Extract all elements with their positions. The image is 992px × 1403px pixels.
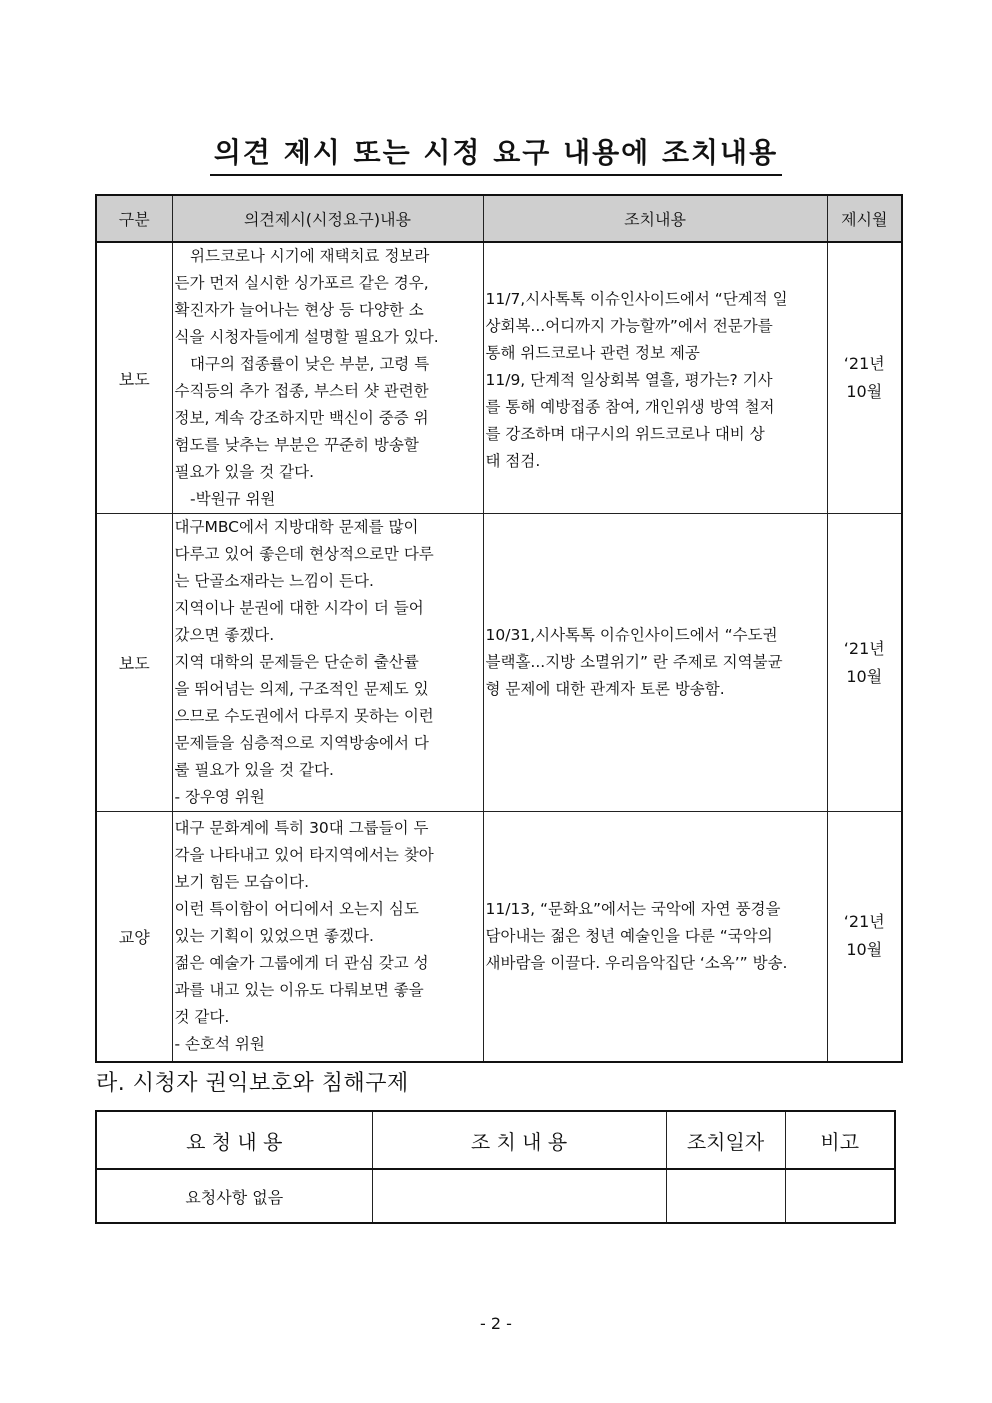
action-line: 형 문제에 대한 관계자 토론 방송함. — [485, 680, 725, 698]
opinion-line: 필요가 있을 것 같다. — [174, 463, 314, 481]
row-date — [827, 242, 902, 514]
opinion-line: 있는 기획이 있었으면 좋겠다. — [174, 926, 374, 945]
note-cell — [785, 1169, 895, 1223]
action-line: 10/31,시사톡톡 이슈인사이드에서 “수도권 — [485, 626, 778, 644]
page-title — [0, 134, 992, 176]
date-year: ‘21년 — [843, 354, 885, 373]
opinion-line: 지역 대학의 문제들은 단순히 출산률 — [174, 653, 419, 671]
opinion-line: 정보, 계속 강조하지만 백신이 중증 위 — [174, 409, 429, 427]
header-date: 제시월 — [827, 195, 902, 242]
date-month: 10월 — [846, 666, 883, 686]
date-year: ‘21년 — [843, 638, 885, 658]
opinion-line: 대구MBC에서 지방대학 문제를 많이 — [174, 518, 419, 536]
table-row — [96, 1169, 895, 1223]
row-opinion — [172, 514, 483, 812]
action-line: 를 통해 예방접종 참여, 개인위생 방역 철저 — [485, 397, 775, 416]
action-line: 담아내는 젊은 청년 예술인을 다룬 “국악의 — [485, 926, 773, 945]
row-date — [827, 812, 902, 1062]
opinion-line: 보기 힘든 모습이다. — [174, 872, 310, 891]
page-title-text: 의견 제시 또는 시정 요구 내용에 조치내용 — [210, 134, 782, 176]
request-cell: 요청사항 없음 — [96, 1169, 372, 1223]
opinion-line: 룰 필요가 있을 것 같다. — [174, 761, 334, 779]
row-opinion — [172, 812, 483, 1062]
action-date-cell — [666, 1169, 785, 1223]
opinion-line: 것 같다. — [174, 1007, 230, 1026]
opinion-line: 수직등의 추가 접종, 부스터 샷 관련한 — [174, 382, 429, 400]
row-category: 보도 — [96, 242, 172, 514]
action-line: 를 강조하며 대구시의 위드코로나 대비 상 — [485, 424, 765, 443]
opinion-line: 문제들을 심층적으로 지역방송에서 다 — [174, 734, 429, 752]
opinion-line: 지역이나 분권에 대한 시각이 더 들어 — [174, 599, 424, 617]
header-note: 비고 — [785, 1111, 895, 1169]
opinion-line: 각을 나타내고 있어 타지역에서는 찾아 — [174, 845, 434, 864]
opinion-line: 확진자가 늘어나는 현상 등 다양한 소 — [174, 301, 424, 319]
opinion-line: 식을 시청자들에게 설명할 필요가 있다. — [174, 328, 439, 346]
row-category: 보도 — [96, 514, 172, 812]
action-cell — [372, 1169, 666, 1223]
action-line: 11/13, “문화요”에서는 국악에 자연 풍경을 — [485, 899, 781, 918]
row-action — [483, 812, 827, 1062]
opinion-line: 는 단골소재라는 느낌이 든다. — [174, 572, 374, 590]
action-line: 블랙홀...지방 소멸위기” 란 주제로 지역불균 — [485, 653, 783, 671]
date-month: 10월 — [846, 940, 883, 960]
table-row — [96, 514, 902, 812]
row-opinion — [172, 242, 483, 514]
date-month: 10월 — [846, 382, 883, 401]
table-row — [96, 812, 902, 1062]
opinion-table — [95, 194, 903, 1063]
header-opinion: 의견제시(시정요구)내용 — [172, 195, 483, 242]
opinion-author: - 손호석 위원 — [174, 1034, 265, 1053]
opinion-line: 대구의 접종률이 낮은 부분, 고령 특 — [174, 355, 430, 373]
header-action-date: 조치일자 — [666, 1111, 785, 1169]
opinion-line: 위드코로나 시기에 재택치료 정보라 — [174, 247, 430, 265]
table-row — [96, 242, 902, 514]
opinion-line: 과를 내고 있는 이유도 다뤄보면 좋을 — [174, 980, 424, 999]
opinion-line: 을 뛰어넘는 의제, 구조적인 문제도 있 — [174, 680, 429, 698]
action-line: 새바람을 이끌다. 우리음악집단 ‘소옥’” 방송. — [485, 953, 788, 972]
action-line: 통해 위드코로나 관련 정보 제공 — [485, 343, 700, 362]
action-line: 태 점검. — [485, 451, 541, 470]
header-action: 조치내용 — [483, 195, 827, 242]
rights-table — [95, 1110, 896, 1224]
opinion-author: - 장우영 위원 — [174, 788, 265, 806]
action-line: 11/9, 단계적 일상회복 열흘, 평가는? 기사 — [485, 370, 773, 389]
opinion-line: 으므로 수도권에서 다루지 못하는 이런 — [174, 707, 434, 725]
opinion-line: 험도를 낮추는 부분은 꾸준히 방송할 — [174, 436, 419, 454]
opinion-line: 젊은 예술가 그룹에게 더 관심 갖고 성 — [174, 953, 429, 972]
header-action: 조 치 내 용 — [372, 1111, 666, 1169]
opinion-line: 다루고 있어 좋은데 현상적으로만 다루 — [174, 545, 434, 563]
header-category: 구분 — [96, 195, 172, 242]
page-number: - 2 - — [480, 1314, 512, 1333]
opinion-line: 대구 문화계에 특히 30대 그룹들이 두 — [174, 818, 429, 837]
opinion-table-header-row — [96, 195, 902, 242]
row-date — [827, 514, 902, 812]
action-line: 11/7,시사톡톡 이슈인사이드에서 “단계적 일 — [485, 289, 788, 308]
row-action — [483, 242, 827, 514]
row-category: 교양 — [96, 812, 172, 1062]
action-line: 상회복...어디까지 가능할까”에서 전문가를 — [485, 316, 773, 335]
row-action — [483, 514, 827, 812]
opinion-line: 든가 먼저 실시한 싱가포르 같은 경우, — [174, 274, 429, 292]
date-year: ‘21년 — [843, 912, 885, 932]
rights-table-header-row — [96, 1111, 895, 1169]
opinion-line: 갔으면 좋겠다. — [174, 626, 275, 644]
section-heading: 라. 시청자 권익보호와 침해구제 — [96, 1071, 409, 1096]
opinion-author: -박원규 위원 — [174, 490, 276, 508]
opinion-line: 이런 특이함이 어디에서 오는지 심도 — [174, 899, 419, 918]
header-request: 요 청 내 용 — [96, 1111, 372, 1169]
